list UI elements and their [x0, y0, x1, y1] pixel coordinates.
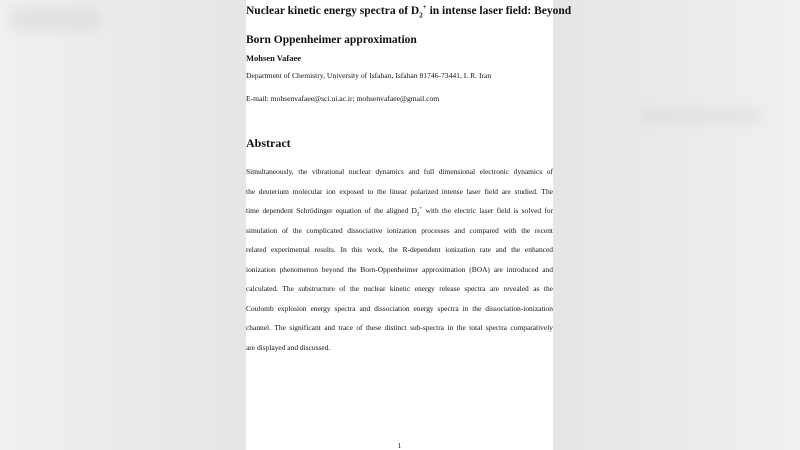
abstract-line: time dependent Schrödinger equation of the aligned $D_2^+$ with the electric laser field is solved for — [246, 206, 553, 218]
abstract-body — [246, 162, 553, 357]
abstract-line: channel. The significant and trace of these distinct sub-spectra in the total spectra comparatively — [246, 323, 553, 332]
document-page — [246, 0, 572, 450]
abstract-line: ionization phenomenon beyond the Born-Oppenheimer approximation (BOA) are introduced and — [246, 264, 553, 274]
abstract-line: Coulomb explosion energy spectra and dissociation energy spectra in the dissociation-ionization — [246, 303, 553, 313]
paper-title: Nuclear kinetic energy spectra of $D_2^+$ in intense laser field: Beyond Born Oppenheimer approximation — [246, 3, 572, 46]
abstract-line: simulation of the complicated dissociative ionization processes and compared with the recent — [246, 225, 553, 235]
email-line: E-mail: mohsenvafaee@sci.ui.ac.ir; mohsenvafaee@gmail.com — [246, 94, 440, 103]
abstract-line: the deuterium molecular ion exposed to the linear polarized intense laser field are studied. The — [246, 186, 553, 196]
abstract-line: are displayed and discussed. — [246, 342, 331, 352]
page-number: 1 — [397, 441, 402, 450]
abstract-line: related experimental results. In this work, the R-dependent ionization rate and the enhanced — [246, 245, 553, 254]
abstract-line: Simultaneously, the vibrational nuclear dynamics and full dimensional electronic dynamics of — [246, 167, 553, 176]
abstract-heading: Abstract — [246, 136, 291, 150]
author-name: Mohsen Vafaee — [246, 53, 302, 63]
abstract-line: calculated. The substructure of the nuclear kinetic energy release spectra are revealed as the — [246, 284, 553, 293]
background-blur-left — [10, 8, 100, 30]
affiliation: Department of Chemistry, University of Isfahan, Isfahan 81746-73441, I. R. Iran — [246, 71, 492, 80]
background-blur-right — [640, 110, 760, 122]
